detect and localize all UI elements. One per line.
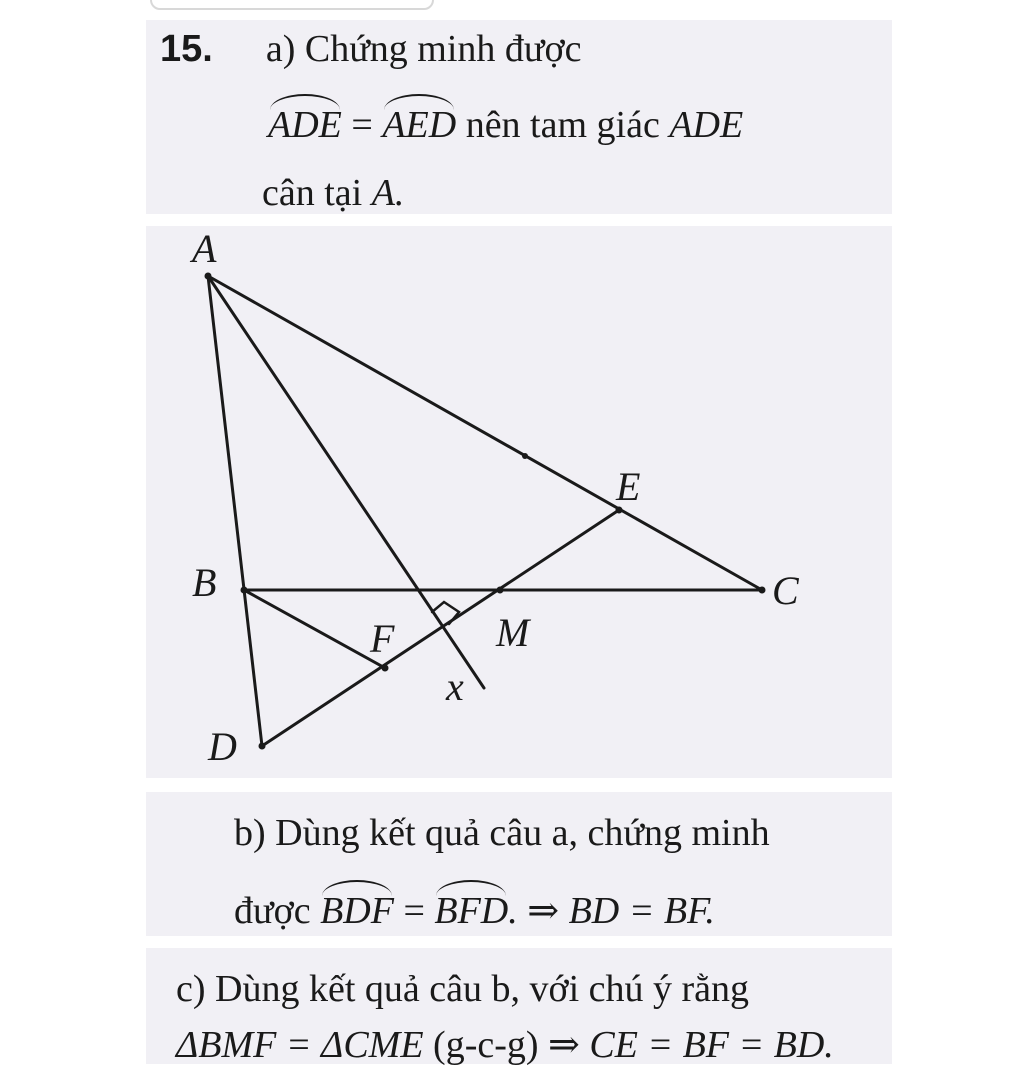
part-a-conclusion: cân tại: [262, 172, 363, 214]
angle-bfd: BFD: [434, 890, 509, 932]
point-f-dot: [382, 665, 389, 672]
mid-mark-dot: [522, 453, 528, 459]
part-a-statement: a) Chứng minh được: [265, 28, 582, 70]
part-b-conclusion: . ⇒ BD = BF.: [508, 890, 715, 932]
angle-aed: AED: [382, 104, 457, 146]
point-b-dot: [241, 587, 248, 594]
part-b-statement: b) Dùng kết quả câu a, chứng minh: [234, 812, 770, 854]
label-f: F: [370, 616, 395, 661]
label-m: M: [496, 610, 530, 655]
point-d-dot: [259, 743, 266, 750]
segment-ac: [208, 276, 762, 590]
angle-bdf: BDF: [320, 890, 394, 932]
label-b: B: [192, 560, 217, 605]
part-c-line-1: [176, 970, 749, 1008]
label-e: E: [616, 464, 641, 509]
label-x: x: [446, 664, 464, 709]
part-c-statement: c) Dùng kết quả câu b, với chú ý rằng: [176, 968, 750, 1010]
part-b-line-1: [234, 814, 770, 852]
part-c-conclusion: ⇒ CE = BF = BD.: [548, 1024, 834, 1066]
label-c: C: [772, 568, 799, 613]
point-c-dot: [759, 587, 766, 594]
angle-ade: ADE: [268, 104, 342, 146]
triangle-ade: ADE: [669, 104, 744, 146]
point-a-dot: [205, 273, 212, 280]
problem-number: 15.: [160, 28, 213, 70]
part-a-mid-text: nên tam giác: [465, 104, 660, 146]
label-a: A: [192, 226, 217, 271]
part-b-line-2: [234, 892, 715, 930]
point-a-ref: A.: [371, 172, 405, 214]
label-d: D: [208, 724, 237, 769]
segment-bf: [244, 590, 385, 668]
congruence-case: (g-c-g): [433, 1024, 539, 1066]
part-b-equals: =: [403, 890, 425, 932]
equals-sign: =: [351, 104, 373, 146]
part-c-line-2: [176, 1026, 834, 1064]
point-m-dot: [497, 587, 504, 594]
congruence-statement: ΔBMF = ΔCME: [176, 1024, 424, 1066]
part-b-prefix: được: [234, 890, 311, 932]
right-angle-mark: [432, 602, 459, 624]
